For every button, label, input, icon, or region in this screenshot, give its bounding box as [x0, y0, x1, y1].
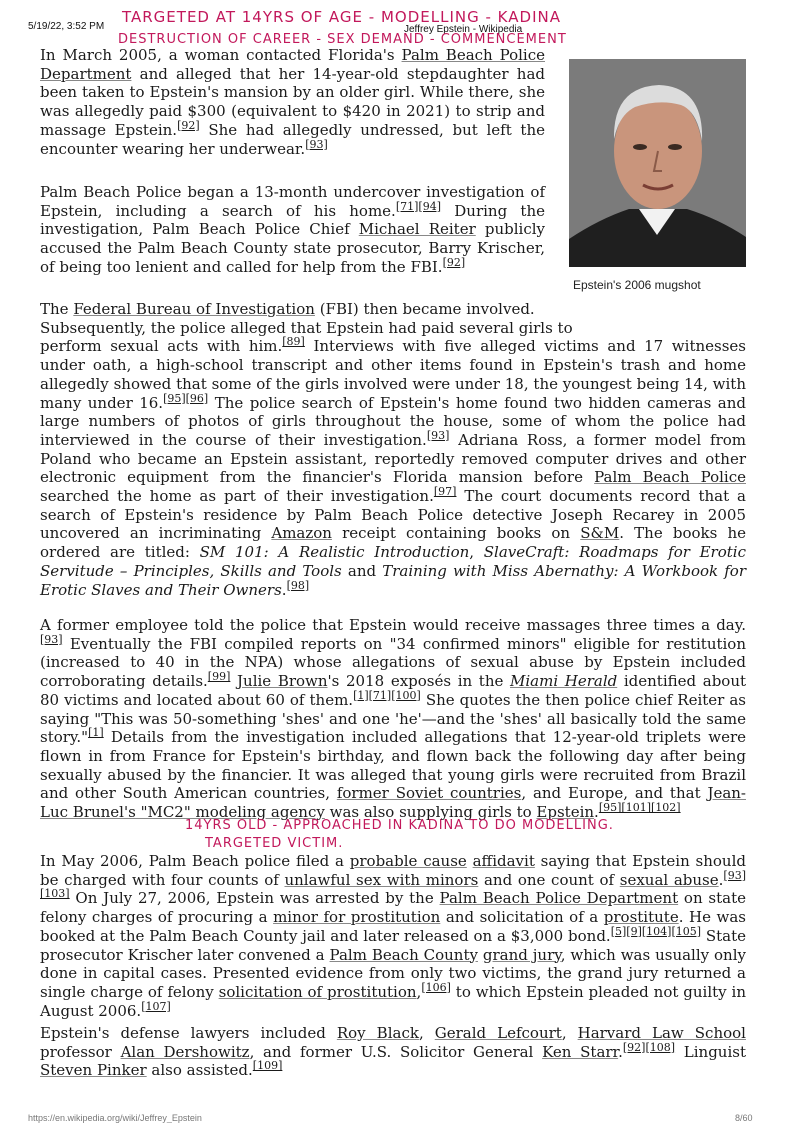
- link-ken-starr[interactable]: Ken Starr: [542, 1042, 619, 1061]
- print-doc-title: Jeffrey Epstein - Wikipedia: [404, 24, 523, 35]
- link-palm-beach-police[interactable]: Palm Beach Police Department: [40, 46, 545, 83]
- mugshot-image: [569, 59, 746, 267]
- citation[interactable]: [97]: [433, 485, 457, 499]
- citation[interactable]: [92]: [442, 255, 466, 269]
- citation[interactable]: [92][108]: [622, 1040, 676, 1054]
- link-fbi[interactable]: Federal Bureau of Investigation: [73, 300, 315, 318]
- citation[interactable]: [93]: [426, 428, 450, 442]
- print-footer-page: 8/60: [735, 1113, 753, 1123]
- citation[interactable]: [93][103]: [40, 868, 746, 901]
- citation[interactable]: [99]: [207, 670, 231, 684]
- link-miami-herald[interactable]: Miami Herald: [510, 672, 618, 691]
- link-grand-jury[interactable]: grand jury: [482, 945, 561, 964]
- link-epstein[interactable]: Epstein: [536, 803, 595, 822]
- link-former-soviet-countries[interactable]: former Soviet countries: [336, 784, 522, 803]
- handwritten-note-mid-1: 14YRS OLD - APPROACHED IN KADINA TO DO MODELLING.: [185, 818, 614, 833]
- link-jean-luc-brunel[interactable]: Jean-Luc Brunel's "MC2" modeling agency: [40, 784, 746, 822]
- handwritten-note-mid-2: TARGETED VICTIM.: [205, 836, 344, 851]
- citation[interactable]: [71][94]: [395, 199, 442, 213]
- paragraph-1: In March 2005, a woman contacted Florida's Palm Beach Police Department and alleged that her 14-year-old stepdaughter had been taken to Epstein's mansion by an older girl. While there, she was allegedly paid $300 (equivalent to $420 in 2021) to strip and massage Epstein.[92] She had allegedly undressed, but left the encounter wearing her underwear.[93]: [40, 46, 545, 158]
- link-unlawful-sex-with-minors[interactable]: unlawful sex with minors: [284, 870, 479, 889]
- link-michael-reiter[interactable]: Michael Reiter: [358, 220, 476, 239]
- link-solicitation-of-prostitution[interactable]: solicitation of prostitution: [218, 982, 417, 1001]
- citation[interactable]: [93]: [40, 632, 63, 646]
- link-palm-beach-police-2[interactable]: Palm Beach Police: [594, 468, 746, 487]
- link-prostitute[interactable]: prostitute: [603, 908, 679, 927]
- link-palm-beach-county[interactable]: Palm Beach County: [329, 945, 478, 964]
- citation[interactable]: [95][101][102]: [598, 801, 681, 815]
- link-minor-for-prostitution[interactable]: minor for prostitution: [273, 908, 441, 927]
- paragraph-3: The Federal Bureau of Investigation (FBI) then became involved. Subsequently, the police alleged that Epstein had paid several girls to perform sexual acts with him.[89] Interviews with five alleged victims and 17 witnesses under oath, a high-school transcript and other items found in Epstein's trash and home allegedly showed that some of the girls involved were under 18, the youngest being 14, with many under 16.[95][96] The police search of Epstein's home found two hidden cameras and large numbers of photos of girls throughout the house, some of whom the police had interviewed in the course of their investigation.[93] Adriana Ross, a former model from Poland who became an Epstein assistant, reportedly removed computer drives and other electronic equipment from the financier's Florida mansion before Palm Beach Police searched the home as part of their investigation.[97] The court documents record that a search of Epstein's residence by Palm Beach Police detective Joseph Recarey in 2005 uncovered an incriminating Amazon receipt containing books on S&M. The books he ordered are titled: SM 101: A Realistic Introduction, SlaveCraft: Roadmaps for Erotic Servitude – Principles, Skills and Tools and Training with Miss Abernathy: A Workbook for Erotic Slaves and Their Owners.[98]: [40, 300, 747, 599]
- paragraph-2: Palm Beach Police began a 13-month undercover investigation of Epstein, including a search of his home.[71][94] During the investigation, Palm Beach Police Chief Michael Reiter publicly accused the Palm Beach County state prosecutor, Barry Krischer, of being too lenient and called for help from the FBI.[92]: [40, 183, 545, 276]
- citation[interactable]: [98]: [286, 578, 310, 592]
- link-probable-cause[interactable]: probable cause: [349, 852, 467, 870]
- citation[interactable]: [1]: [88, 726, 104, 740]
- link-julie-brown[interactable]: Julie Brown: [237, 672, 328, 691]
- photo-caption: Epstein's 2006 mugshot: [573, 278, 701, 292]
- link-affidavit[interactable]: affidavit: [472, 852, 535, 870]
- citation[interactable]: [109]: [252, 1059, 283, 1073]
- citation[interactable]: [89]: [282, 335, 305, 349]
- link-amazon[interactable]: Amazon: [271, 524, 332, 543]
- link-steven-pinker[interactable]: Steven Pinker: [40, 1061, 147, 1080]
- link-palm-beach-police-3[interactable]: Palm Beach Police Department: [439, 889, 679, 908]
- link-roy-black[interactable]: Roy Black: [336, 1024, 419, 1042]
- paragraph-6: Epstein's defense lawyers included Roy Black, Gerald Lefcourt, Harvard Law School professor Alan Dershowitz, and former U.S. Solicitor General Ken Starr.[92][108] Linguist Steven Pinker also assisted.[109]: [40, 1024, 746, 1080]
- citation[interactable]: [93]: [305, 137, 328, 151]
- handwritten-note-top-1: TARGETED AT 14YRS OF AGE - MODELLING - KADINA: [122, 8, 561, 26]
- citation[interactable]: [92]: [177, 118, 200, 132]
- paragraph-4: A former employee told the police that Epstein would receive massages three times a day.[93] Eventually the FBI compiled reports on "34 confirmed minors" eligible for restitution (increased to 40 in the NPA) whose allegations of sexual abuse by Epstein included corroborating details.[99] Julie Brown's 2018 exposés in the Miami Herald identified about 80 victims and located about 60 of them.[1][71][100] She quotes the then police chief Reiter as saying "This was 50-something 'shes' and one 'he'—and the 'shes' all basically told the same story."[1] Details from the investigation included allegations that 12-year-old triplets were flown in from France for Epstein's birthday, and flown back the following day after being sexually abused by the financier. It was alleged that young girls were recruited from Brazil and other South American countries, former Soviet countries, and Europe, and that Jean-Luc Brunel's "MC2" modeling agency was also supplying girls to Epstein.[95][101][102]: [40, 616, 747, 822]
- citation[interactable]: [1][71][100]: [353, 688, 421, 702]
- link-sexual-abuse[interactable]: sexual abuse: [619, 870, 719, 889]
- handwritten-note-top-2: DESTRUCTION OF CAREER - SEX DEMAND - COMMENCEMENT: [118, 32, 567, 47]
- citation[interactable]: [95][96]: [163, 391, 209, 405]
- link-s-and-m[interactable]: S&M: [580, 524, 620, 543]
- print-footer-url: https://en.wikipedia.org/wiki/Jeffrey_Epstein: [28, 1113, 202, 1123]
- link-alan-dershowitz[interactable]: Alan Dershowitz: [120, 1042, 250, 1061]
- citation[interactable]: [5][9][104][105]: [610, 924, 702, 938]
- link-gerald-lefcourt[interactable]: Gerald Lefcourt: [434, 1024, 562, 1042]
- citation[interactable]: [106]: [421, 980, 451, 994]
- paragraph-5: In May 2006, Palm Beach police filed a probable cause affidavit saying that Epstein should be charged with four counts of unlawful sex with minors and one count of sexual abuse.[93][103] On July 27, 2006, Epstein was arrested by the Palm Beach Police Department on state felony charges of procuring a minor for prostitution and solicitation of a prostitute. He was booked at the Palm Beach County jail and later released on a $3,000 bond.[5][9][104][105] State prosecutor Krischer later convened a Palm Beach County grand jury, which was usually only done in capital cases. Presented evidence from only two victims, the grand jury returned a single charge of felony solicitation of prostitution,[106] to which Epstein pleaded not guilty in August 2006.[107]: [40, 852, 747, 1020]
- print-timestamp: 5/19/22, 3:52 PM: [28, 21, 105, 32]
- link-harvard-law-school[interactable]: Harvard Law School: [577, 1024, 746, 1042]
- mugshot-photo: [569, 59, 746, 267]
- citation[interactable]: [107]: [141, 999, 171, 1013]
